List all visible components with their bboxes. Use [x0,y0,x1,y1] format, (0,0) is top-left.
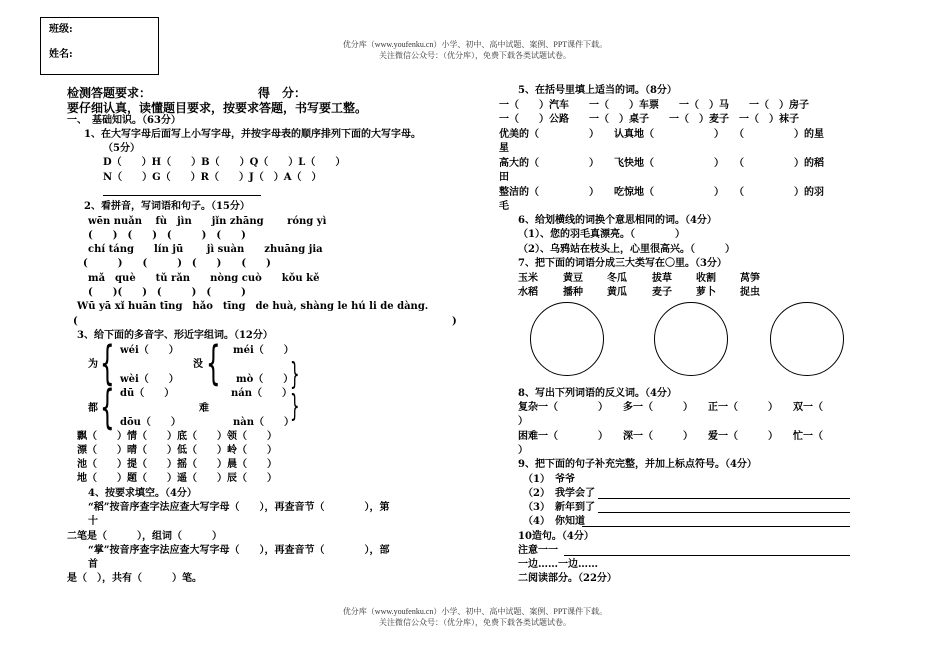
watermark-bottom-line1: 优分库（www.youfenku.cn）小学、初中、高中试题、案例、PPT课件下载。 [342,607,608,616]
q10-answer-line[interactable] [564,555,850,556]
q7-text: 7、把下面的词语分成三大类写在〇里。（3分） [518,258,727,269]
q9-item1: （1） 爷爷 [523,474,575,485]
q5-row3-wrap: 星 [499,143,509,154]
q4-line2[interactable]: 二笔是（ ），组词（ ） [67,531,222,542]
q7-word: 玉米 [518,273,538,284]
q7-word: 冬瓜 [607,273,627,284]
q8-row2[interactable]: 困难一（ ） 深一（ ） 爱一（ ） 忙一（ [518,431,823,442]
q9-answer-line[interactable] [582,526,850,527]
q5-row3[interactable]: 优美的（ ） 认真地（ ） （ ）的星 [499,129,824,140]
q2-blanks-3[interactable]: ( )( ) ( ) ( ) [88,287,246,298]
q3-text: 3、给下面的多音字、形近字组词。（12分） [77,330,273,341]
q3-char-mei: 没 [193,359,203,370]
q10-item2: 一边……一边…… [518,559,598,570]
q7-word: 黄瓜 [607,287,627,298]
requirements-title: 检测答题要求： [67,86,152,100]
q1-points: （5分） [103,143,140,154]
q9-answer-line[interactable] [598,498,850,499]
q7-word: 麦子 [652,287,672,298]
q2-sentence-close[interactable]: ) [452,316,457,327]
right-brace-icon: } [290,389,300,424]
q3-char-du: 都 [88,403,98,414]
q7-word: 播种 [563,287,583,298]
q4-line1[interactable]: “稻”按音序查字法应查大写字母（ ），再查音节（ ），第 [88,502,390,513]
q9-text: 9、把下面的句子补充完整，并加上标点符号。（4分） [518,459,757,470]
q2-text: 2、看拼音，写词语和句子。（15分） [84,201,250,212]
q3-wei2[interactable]: wèi（ ） [120,374,179,385]
watermark-top-line2: 关注微信公众号：（优分库），免费下载各类试题试卷。 [379,51,571,60]
watermark-top-line1: 优分库（www.youfenku.cn）小学、初中、高中试题、案例、PPT课件下载。 [342,40,608,49]
q5-text: 5、在括号里填上适当的词。（8分） [518,85,677,96]
q6-item2[interactable]: （2）、乌鸦站在枝头上，心里很高兴。（ ） [518,244,735,255]
watermark-bottom-line2: 关注微信公众号：（优分库），免费下载各类试题试卷。 [379,618,571,627]
q4-line3[interactable]: “掌”按音序查字法应查大写字母（ ），再查音节（ ），部 [88,545,390,556]
right-brace-icon: } [290,357,300,392]
q2-blanks-2[interactable]: ( ) ( ) ( ) ( ) [83,258,271,269]
q10-item1: 注意一一 [518,545,558,556]
q3-wei1[interactable]: wéi（ ） [120,345,179,356]
q5-row5[interactable]: 整洁的（ ） 吃惊地（ ） （ ）的羽 [499,187,824,198]
q3-dou[interactable]: dōu（ ） [120,417,181,428]
category-circle-1[interactable] [530,302,604,376]
requirements-text: 要仔细认真，读懂题目要求，按要求答题，书写要工整。 [67,101,368,115]
name-label: 姓名: [49,49,73,60]
q2-pinyin-2: chí táng lín jū jì suàn zhuāng jia [88,244,323,255]
q5-row2[interactable]: 一（ ）公路 一（ ）桌子 一（ ）麦子 一（ ）袜子 [499,114,799,125]
q3-char-wei: 为 [88,359,98,370]
q8-text: 8、写出下列词语的反义词。（4分） [518,388,677,399]
q3-mo[interactable]: mò（ ） [236,374,294,385]
category-circle-3[interactable] [770,302,844,376]
q3-mei1[interactable]: méi（ ） [233,345,294,356]
q3-row-1[interactable]: 飘（ ）情（ ）底（ ）领（ ） [77,431,277,442]
q2-sentence-open[interactable]: ( [73,316,78,327]
part2-heading: 二阅读部分。（22分） [518,573,617,584]
q8-row1-wrap: ） [518,416,528,427]
q7-word: 黄豆 [563,273,583,284]
q3-char-nan: 难 [199,403,209,414]
q3-nan2[interactable]: nàn（ ） [233,417,295,428]
brace-icon: { [206,336,221,390]
q6-item1[interactable]: （1）、您的羽毛真漂亮。（ ） [518,229,685,240]
q1-row2: N（ ）G（ ）R（ ）J（ ）A（ ） [103,172,322,183]
q7-word: 水稻 [518,287,538,298]
q6-text: 6、给划横线的词换个意思相同的词。（4分） [518,215,717,226]
q3-row-2[interactable]: 漂（ ）晴（ ）低（ ）岭（ ） [77,445,277,456]
q5-row4-wrap: 田 [499,172,509,183]
q3-du1[interactable]: dū（ ） [120,388,175,399]
q4-line4[interactable]: 是（ ），共有（ ）笔。 [67,573,202,584]
q3-row-3[interactable]: 池（ ）提（ ）摇（ ）晨（ ） [77,459,277,470]
class-label: 班级: [49,24,73,35]
q7-word: 萝卜 [696,287,716,298]
q10-text: 10造句。（4分） [518,531,594,542]
category-circle-2[interactable] [654,302,728,376]
q5-row1[interactable]: 一（ ）汽车 一（ ）车票 一（ ）马 一（ ）房子 [499,100,809,111]
q4-line1-wrap: 十 [88,516,98,527]
q3-row-4[interactable]: 地（ ）题（ ）遥（ ）辰（ ） [77,473,277,484]
q7-word: 收割 [696,273,716,284]
q2-blanks-1[interactable]: ( ) ( ) ( ) ( ) [88,230,246,241]
q2-pinyin-3: mǎ què tǔ rǎn nòng cuò kǒu kě [88,273,320,284]
q1-text: 1、在大写字母后面写上小写字母，并按字母表的顺序排列下面的大写字母。 [84,129,421,140]
score-label: 得 分： [258,86,307,100]
part1-heading: 一、 基础知识。（63分） [67,115,181,126]
q1-row1: D（ ）H（ ）B（ ）Q（ ）L（ ） [103,157,346,168]
q3-nan1[interactable]: nán（ ） [231,388,293,399]
brace-icon: { [100,336,115,390]
q8-row2-wrap: ） [518,445,528,456]
q7-word: 莴笋 [740,273,760,284]
q2-pinyin-sentence: Wū yā xǐ huān tīng hǎo tīng de huà, shàng le hú li de dàng. [77,301,429,312]
q8-row1[interactable]: 复杂一（ ） 多一（ ） 正一（ ） 双一（ [518,402,823,413]
q2-pinyin-1: wēn nuǎn fù jìn jǐn zhāng róng yì [88,216,327,227]
q4-line3-wrap: 首 [88,559,98,570]
q5-row4[interactable]: 高大的（ ） 飞快地（ ） （ ）的稻 [499,158,824,169]
q1-answer-line[interactable] [103,195,261,196]
q9-item2: （2） 我学会了 [523,488,595,499]
q9-item4: （4） 你知道 [523,516,585,527]
q7-word: 捉虫 [740,287,760,298]
q5-row5-wrap: 毛 [499,201,509,212]
brace-icon: { [100,380,115,434]
q9-item3: （3） 新年到了 [523,502,595,513]
q7-word: 拔草 [652,273,672,284]
q9-answer-line[interactable] [598,512,850,513]
q4-text: 4、按要求填空。（4分） [88,488,197,499]
